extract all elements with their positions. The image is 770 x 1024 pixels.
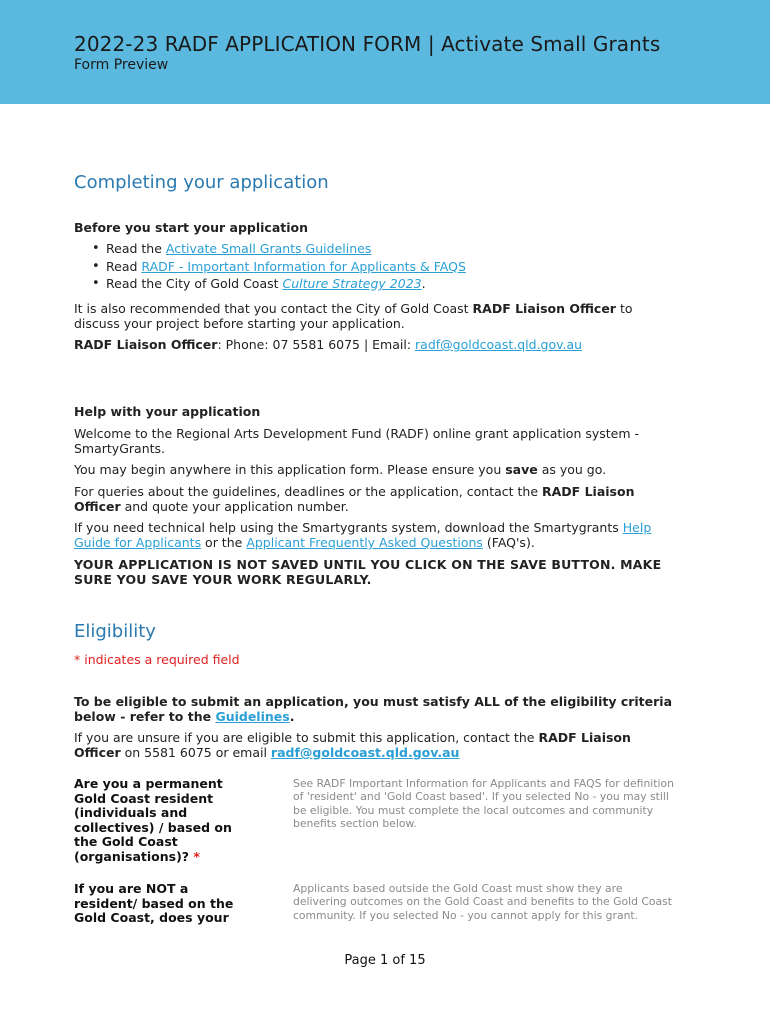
help-guide-link[interactable]: Help Guide for Applicants — [74, 520, 652, 550]
important-info-link[interactable]: RADF - Important Information for Applicants & FAQS — [141, 258, 466, 274]
unsure-paragraph: If you are unsure if you are eligible to submit this application, contact the RADF Liaison Officer on 5581 6075 or email radf@goldcoast.qld.gov.au — [74, 730, 631, 760]
page-number: Page 1 of 15 — [344, 953, 426, 968]
technical-help-paragraph: If you need technical help using the Smartygrants system, download the Smartygrants Help Guide for Applicants or the Applicant Frequently Asked Questions (FAQ's). — [74, 520, 652, 550]
liaison-email-link-2[interactable]: radf@goldcoast.qld.gov.au — [270, 745, 460, 760]
question-help-resident: See RADF Important Information for Applicants and FAQS for definition of 'resident' and 'Gold Coast based'. If you selected No - you may still be eligible. You must complete the local outcomes and community benefits section below. — [293, 777, 674, 831]
begin-paragraph: You may begin anywhere in this application form. Please ensure you save as you go. — [74, 462, 607, 477]
list-item: • Read RADF - Important Information for Applicants & FAQS — [92, 259, 466, 277]
liaison-email-link[interactable]: radf@goldcoast.qld.gov.au — [415, 337, 583, 352]
help-heading: Help with your application — [74, 404, 261, 419]
required-field-note: * indicates a required field — [74, 652, 240, 667]
form-subtitle: Form Preview — [74, 57, 169, 73]
culture-strategy-link[interactable]: Culture Strategy 2023 — [282, 276, 422, 291]
question-label-resident: Are you a permanent Gold Coast resident (individuals and collectives) / based on the Gold Coast (organisations)? * — [74, 776, 232, 864]
liaison-contact: RADF Liaison Officer: Phone: 07 5581 6075 | Email: radf@goldcoast.qld.gov.au — [74, 337, 583, 352]
question-label-not-resident: If you are NOT a resident/ based on the Gold Coast, does your — [74, 881, 234, 926]
guidelines-link-2[interactable]: Guidelines — [215, 709, 290, 724]
list-item: • Read the Activate Small Grants Guidelines — [92, 241, 466, 259]
eligibility-criteria-paragraph: To be eligible to submit an application, you must satisfy ALL of the eligibility criteria below - refer to the Guidelines. — [74, 694, 673, 724]
guidelines-link[interactable]: Activate Small Grants Guidelines — [165, 241, 372, 256]
before-start-heading: Before you start your application — [74, 220, 308, 235]
form-title: 2022-23 RADF APPLICATION FORM | Activate Small Grants — [74, 32, 661, 56]
form-header — [0, 0, 770, 104]
queries-paragraph: For queries about the guidelines, deadlines or the application, contact the RADF Liaison Officer and quote your application number. — [74, 484, 635, 514]
list-item: • Read the City of Gold Coast Culture Strategy 2023. — [92, 276, 466, 294]
faq-link[interactable]: Applicant Frequently Asked Questions — [246, 535, 483, 550]
section-heading-completing: Completing your application — [74, 172, 329, 193]
save-warning: YOUR APPLICATION IS NOT SAVED UNTIL YOU CLICK ON THE SAVE BUTTON. MAKE SURE YOU SAVE YOUR WORK REGULARLY. — [74, 557, 662, 587]
welcome-paragraph: Welcome to the Regional Arts Development Fund (RADF) online grant application system - SmartyGrants. — [74, 426, 640, 456]
question-help-not-resident: Applicants based outside the Gold Coast must show they are delivering outcomes on the Gold Coast and benefits to the Gold Coast community. If you selected No - you cannot apply for this grant. — [293, 882, 672, 922]
recommend-paragraph: It is also recommended that you contact the City of Gold Coast RADF Liaison Officer to discuss your project before starting your application. — [74, 301, 633, 331]
section-heading-eligibility: Eligibility — [74, 621, 156, 642]
required-asterisk: * — [193, 848, 200, 864]
prereading-list — [92, 241, 466, 294]
